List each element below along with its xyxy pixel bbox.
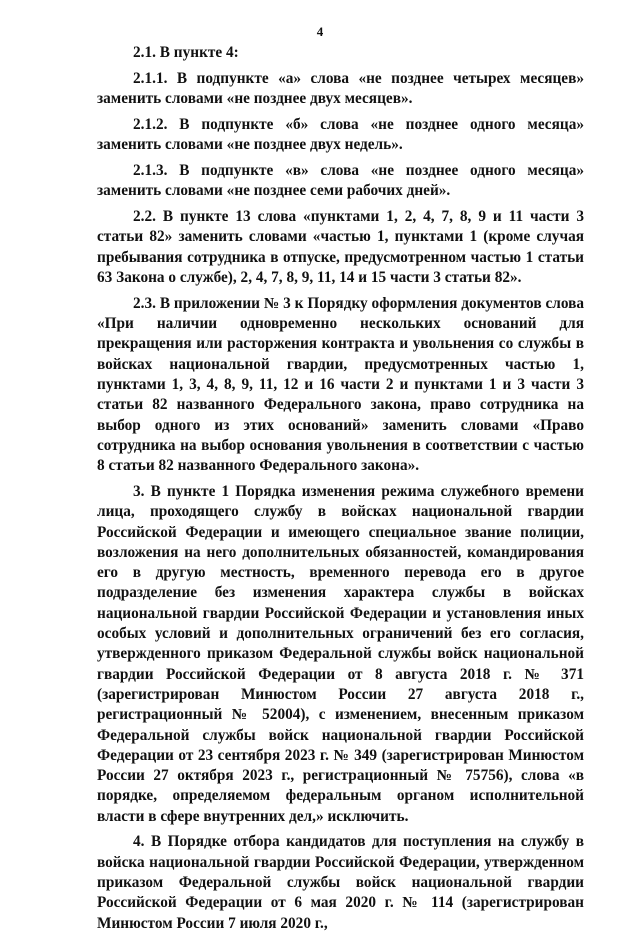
paragraph-2-2: 2.2. В пункте 13 слова «пунктами 1, 2, 4, 7, 8, 9 и 11 части 3 статьи 82» заменить словами «частью 1, пунктами 1 (кроме случая пребывания сотрудника в отпуске, предусмотренном частью 1 статьи 63 Закона о службе), 2, 4, 7, 8, 9, 11, 14 и 15 части 3 статьи 82». <box>97 208 584 286</box>
paragraph-4: 4. В Порядке отбора кандидатов для поступления на службу в войска национальной гвардии Российской Федерации, утвержденном приказом Федеральной службы войск национальной гвардии Российской Федерации от 6 мая 2020 г. № 114 (зарегистрирован Минюстом России 7 июля 2020 г., <box>97 833 584 932</box>
page-number: 4 <box>316 24 324 39</box>
paragraph-2-3: 2.3. В приложении № 3 к Порядку оформления документов слова «При наличии одновременно нескольких оснований для прекращения или расторжения контракта и увольнения со службы в войсках национальной гвардии, предусмотренных частью 1, пунктами 1, 3, 4, 8, 9, 11, 12 и 16 части 2 и пунктами 1 и 3 части 3 статьи 82 названного Федерального закона, право сотрудника на выбор одного из этих оснований» заменить словами «Право сотрудника на выбор основания увольнения в соответствии с частью 8 статьи 82 названного Федерального закона». <box>97 294 584 475</box>
document-body <box>97 43 584 939</box>
paragraph-3: 3. В пункте 1 Порядка изменения режима служебного времени лица, проходящего службу в войсках национальной гвардии Российской Федерации и имеющего специальное звание полиции, возложения на него дополнительных обязанностей, командирования его в другую местность, временного перевода его в другое подразделение без изменения характера службы в войсках национальной гвардии Российской Федерации и установления иных особых условий и дополнительных ограничений без его согласия, утвержденного приказом Федеральной службы войск национальной гвардии Российской Федерации от 8 августа 2018 г. № 371 (зарегистрирован Минюстом России 27 августа 2018 г., регистрационный № 52004), с изменением, внесенным приказом Федеральной службы войск национальной гвардии Российской Федерации от 23 сентября 2023 г. № 349 (зарегистрирован Минюстом России 27 октября 2023 г., регистрационный № 75756), слова «в порядке, определяемом федеральным органом исполнительной власти в сфере внутренних дел,» исключить. <box>97 482 584 825</box>
paragraph-2-1-1: 2.1.1. В подпункте «а» слова «не позднее четырех месяцев» заменить словами «не позднее двух месяцев». <box>97 69 584 108</box>
paragraph-2-1: 2.1. В пункте 4: <box>133 44 239 61</box>
paragraph-2-1-3: 2.1.3. В подпункте «в» слова «не позднее одного месяца» заменить словами «не позднее семи рабочих дней». <box>97 161 584 200</box>
paragraph-2-1-2: 2.1.2. В подпункте «б» слова «не позднее одного месяца» заменить словами «не позднее двух недель». <box>97 115 584 154</box>
